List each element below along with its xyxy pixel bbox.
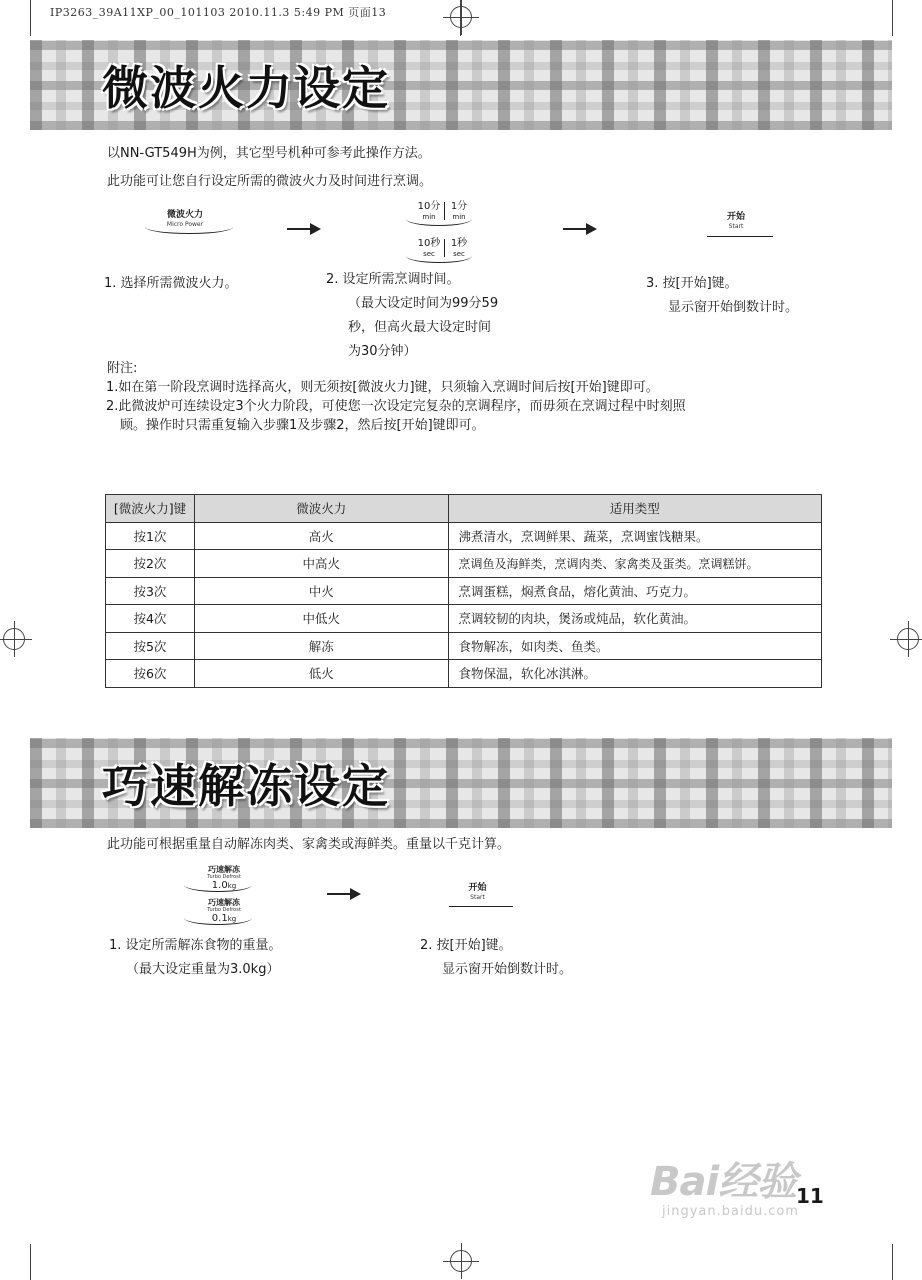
registration-mark-bottom [450,1250,472,1272]
defrost-intro: 此功能可根据重量自动解冻肉类、家禽类或海鲜类。重量以千克计算。 [107,837,511,852]
crop-line-left-bottom [30,1244,31,1280]
turbo-defrost-key-2: 巧速解冻 Turbo Defrost 0.1kg [207,898,241,924]
crop-line-right-top [892,0,893,36]
power-level-table [105,494,822,688]
section-banner-micro-power [30,40,892,130]
section-banner-turbo-defrost [30,738,892,828]
section-title: 巧速解冻设定 [102,759,390,813]
registration-mark-top [450,6,472,28]
table-header: [微波火力]键 [106,495,195,523]
section-title: 微波火力设定 [102,61,390,115]
notes-title: 附注: [107,361,138,376]
turbo-defrost-key-1: 巧速解冻 Turbo Defrost 1.0kg [207,865,241,891]
note-2-cont: 顾。操作时只需重复输入步骤1及步骤2，然后按[开始]键即可。 [120,418,485,433]
start-key: 开始 Start [468,883,487,901]
registration-mark-right [897,628,919,650]
step-1: 1. 选择所需微波火力。 [104,276,238,291]
print-slug: IP3263_39A11XP_00_101103 2010.11.3 5:49 PM 页面13 [50,6,387,19]
start-key-en: Start [728,223,744,230]
micro-power-key-swoosh [145,227,233,234]
watermark-url: jingyan.baidu.com [662,1204,799,1219]
arrow-icon [327,893,359,895]
defrost-step-1: 1. 设定所需解冻食物的重量。 （最大设定重量为3.0kg） [109,938,282,977]
table-row: 按5次 解冻 食物解冻，如肉类、鱼类。 [106,632,822,660]
page-number: 11 [796,1184,824,1208]
table-header: 适用类型 [448,495,821,523]
intro-line-1: 以NN-GT549H为例，其它型号机种可参考此操作方法。 [107,146,431,161]
table-header: 微波火力 [194,495,448,523]
table-row: 按6次 低火 食物保温，软化冰淇淋。 [106,660,822,688]
start-key [706,212,766,231]
table-row: 按2次 中高火 烹调鱼及海鲜类，烹调肉类、家禽类及蛋类。烹调糕饼。 [106,550,822,578]
table-row: 按4次 中低火 烹调较韧的肉块，煲汤或炖品，软化黄油。 [106,605,822,633]
min-key-swoosh [406,219,472,226]
note-2: 2.此微波炉可连续设定3个火力阶段，可使您一次设定完复杂的烹调程序，而毋须在烹调过程中时刻照 [106,399,686,414]
time-min-keys: 10分 min 1分 min [417,201,468,221]
table-header-row [106,495,822,523]
watermark-logo: Bai经验 [650,1159,797,1205]
intro-line-2: 此功能可让您自行设定所需的微波火力及时间进行烹调。 [107,174,433,189]
crop-line-right-bottom [892,1244,893,1280]
start-key-label: 开始 [726,212,745,222]
defrost-step-2: 2. 按[开始]键。 显示窗开始倒数计时。 [420,938,573,977]
table-row: 按3次 中火 烹调蛋糕，焖煮食品，熔化黄油、巧克力。 [106,577,822,605]
arrow-icon [287,228,319,230]
crop-line-left-top [30,0,31,36]
baidu-watermark [650,1150,799,1219]
note-1: 1.如在第一阶段烹调时选择高火，则无须按[微波火力]键，只须输入烹调时间后按[开始]键即可。 [106,380,659,395]
table-row: 按1次 高火 沸煮清水，烹调鲜果、蔬菜，烹调蜜饯糖果。 [106,522,822,550]
arrow-icon [563,228,595,230]
start-key-underline [449,906,513,907]
sec-key-swoosh [406,256,472,263]
step-3: 3. 按[开始]键。 显示窗开始倒数计时。 [646,276,799,315]
micro-power-key-label: 微波火力 [166,210,203,220]
step-2: 2. 设定所需烹调时间。 （最大设定时间为99分59 秒，但高火最大设定时间 为30分钟） [326,272,499,359]
start-key-underline [707,236,773,237]
registration-mark-left [3,628,25,650]
time-sec-keys: 10秒 sec 1秒 sec [417,238,468,258]
micro-power-key-en: Micro Power [166,221,204,228]
